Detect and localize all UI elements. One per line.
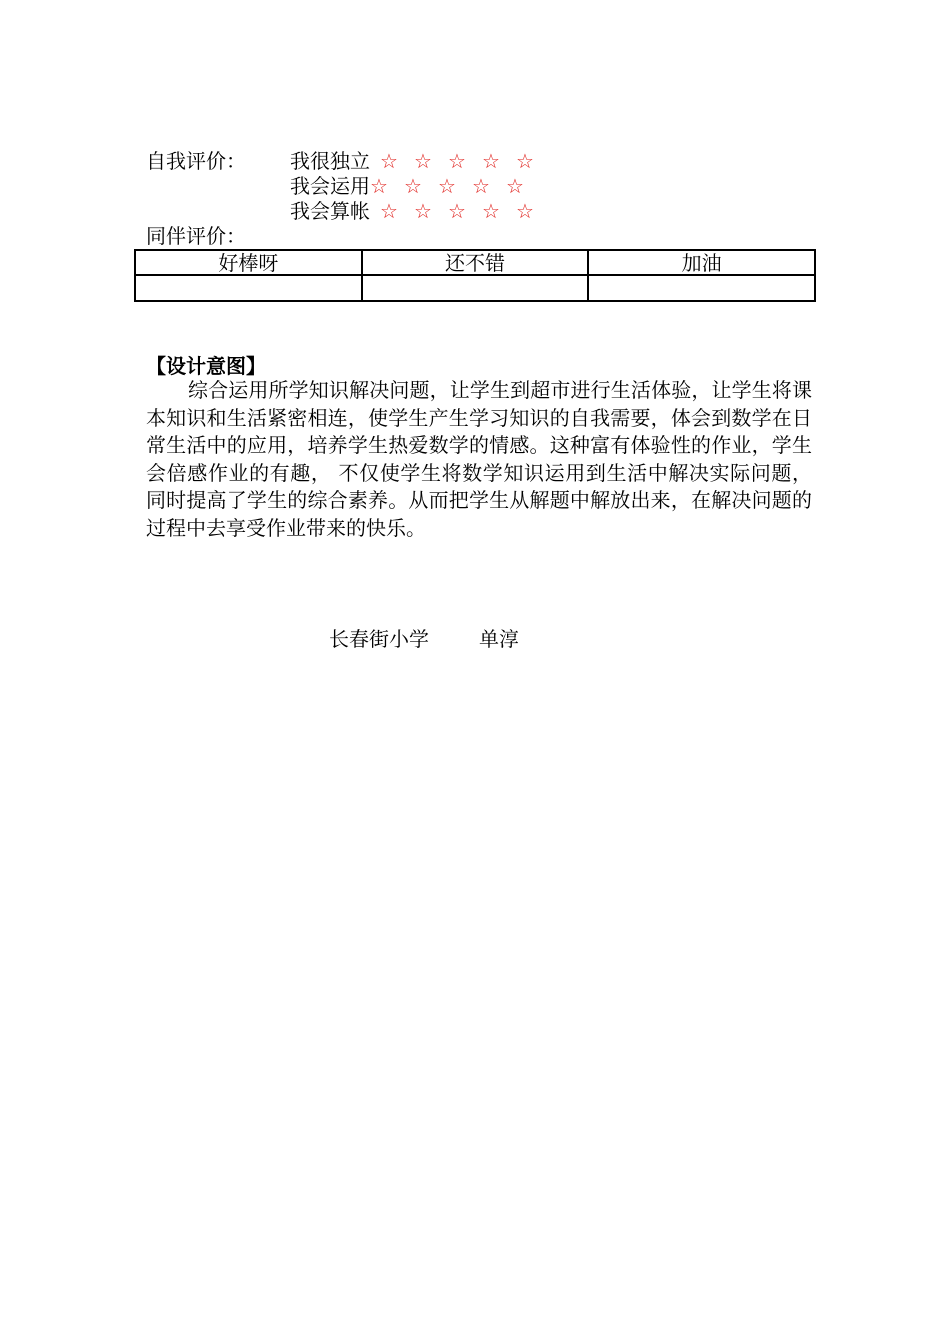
- star-icon[interactable]: ☆: [472, 174, 490, 198]
- star-icon[interactable]: ☆: [448, 149, 466, 173]
- signature: [329, 626, 519, 652]
- rating-label: 我会算帐: [290, 199, 370, 223]
- star-icon[interactable]: ☆: [380, 149, 398, 173]
- star-icon[interactable]: ☆: [516, 149, 534, 173]
- rating-label: 我会运用: [290, 174, 370, 198]
- rating-row-apply: [290, 173, 540, 199]
- table-cell-great[interactable]: [135, 275, 362, 301]
- column-header-great: 好棒呀: [135, 250, 362, 275]
- design-intent-title: 【设计意图】: [146, 354, 266, 378]
- star-icon[interactable]: ☆: [482, 149, 500, 173]
- design-intent-paragraph: 综合运用所学知识解决问题，让学生到超市进行生活体验，让学生将课本知识和生活紧密相连，使学生产生学习知识的自我需要，体会到数学在日常生活中的应用，培养学生热爱数学的情感。这种富有体验性的作业，学生会倍感作业的有趣， 不仅使学生将数学知识运用到生活中解决实际问题，同时提高了学生的综合素养。从而把学生从解题中解放出来，在解决问题的过程中去享受作业带来的快乐。: [146, 378, 812, 540]
- star-icon[interactable]: ☆: [370, 174, 388, 198]
- table-cell-good[interactable]: [362, 275, 589, 301]
- star-icon[interactable]: ☆: [482, 199, 500, 223]
- self-evaluation-label: 自我评价：: [146, 149, 246, 173]
- star-rating: [370, 174, 540, 198]
- peer-evaluation-table: [134, 249, 816, 302]
- school-name: 长春街小学: [329, 627, 429, 651]
- rating-row-independent: [290, 148, 550, 174]
- star-icon[interactable]: ☆: [506, 174, 524, 198]
- star-icon[interactable]: ☆: [404, 174, 422, 198]
- rating-row-accounting: [290, 198, 550, 224]
- table-row: [135, 275, 815, 301]
- star-rating: [380, 149, 550, 173]
- star-icon[interactable]: ☆: [414, 199, 432, 223]
- column-header-good: 还不错: [362, 250, 589, 275]
- column-header-keep-going: 加油: [588, 250, 815, 275]
- star-icon[interactable]: ☆: [438, 174, 456, 198]
- star-rating: [380, 199, 550, 223]
- star-icon[interactable]: ☆: [380, 199, 398, 223]
- table-header-row: [135, 250, 815, 275]
- author-name: 单淳: [479, 627, 519, 651]
- star-icon[interactable]: ☆: [414, 149, 432, 173]
- peer-evaluation-label: 同伴评价：: [146, 224, 246, 248]
- star-icon[interactable]: ☆: [516, 199, 534, 223]
- star-icon[interactable]: ☆: [448, 199, 466, 223]
- rating-label: 我很独立: [290, 149, 370, 173]
- table-cell-keep-going[interactable]: [588, 275, 815, 301]
